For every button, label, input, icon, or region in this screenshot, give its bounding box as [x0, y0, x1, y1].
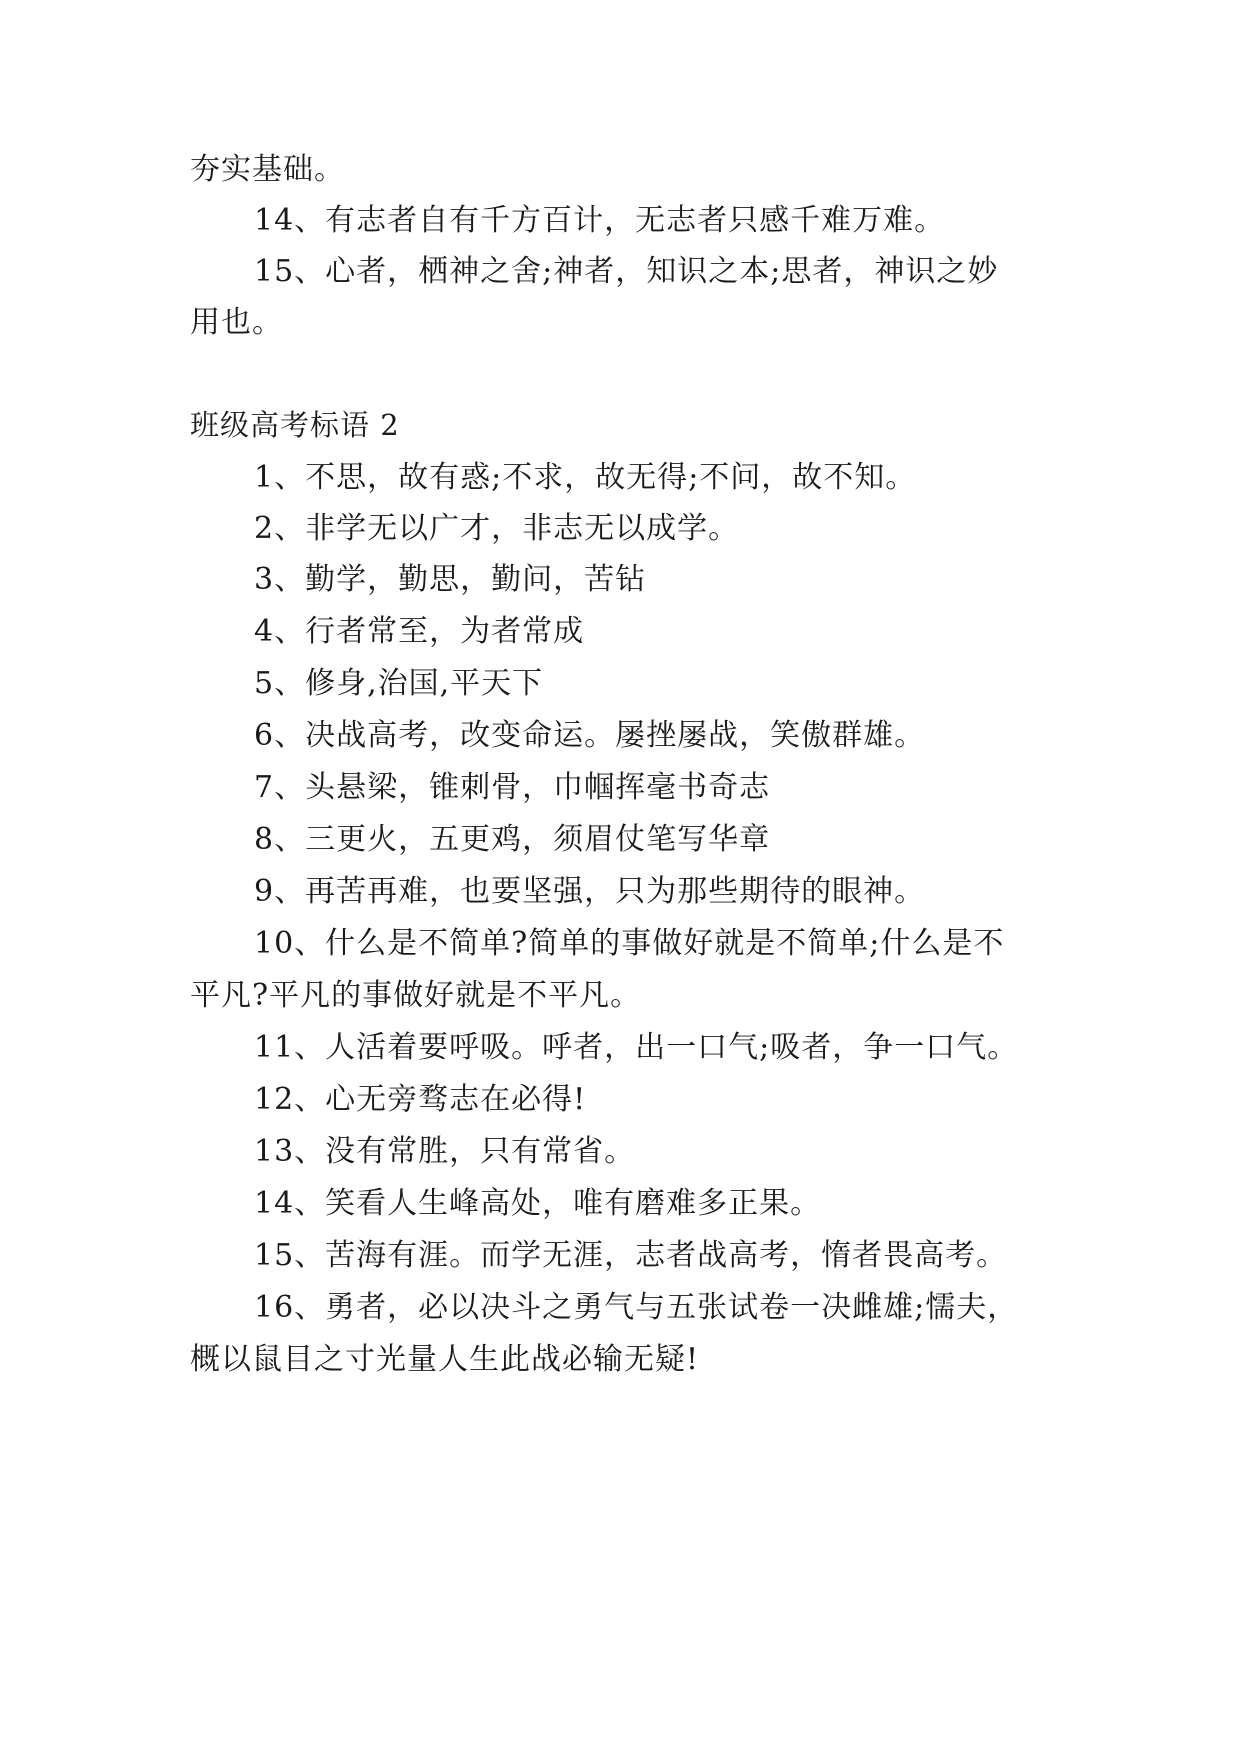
section-title: 班级高考标语 2 — [190, 408, 400, 442]
text-line: 平凡?平凡的事做好就是不平凡。 — [190, 978, 642, 1013]
slogan-item-10: 10、什么是不简单?简单的事做好就是不简单;什么是不 — [254, 926, 1005, 961]
slogan-item-8: 8、三更火，五更鸡，须眉仗笔写华章 — [254, 822, 771, 857]
slogan-item-12: 12、心无旁骛志在必得! — [254, 1082, 587, 1117]
slogan-item-14: 14、有志者自有千方百计，无志者只感千难万难。 — [254, 203, 946, 238]
slogan-item-9: 9、再苦再难，也要坚强，只为那些期待的眼神。 — [254, 874, 926, 909]
slogan-item-13: 13、没有常胜，只有常省。 — [254, 1134, 636, 1169]
slogan-item-2: 2、非学无以广才，非志无以成学。 — [254, 511, 740, 546]
text-line: 概以鼠目之寸光量人生此战必输无疑! — [190, 1342, 700, 1377]
slogan-item-6: 6、决战高考，改变命运。屡挫屡战，笑傲群雄。 — [254, 718, 926, 753]
slogan-item-1: 1、不思，故有惑;不求，故无得;不问，故不知。 — [254, 460, 917, 495]
slogan-item-15: 15、苦海有涯。而学无涯，志者战高考，惰者畏高考。 — [254, 1238, 1008, 1273]
slogan-item-5: 5、修身,治国,平天下 — [254, 666, 544, 701]
slogan-item-11: 11、人活着要呼吸。呼者，出一口气;吸者，争一口气。 — [254, 1030, 1019, 1065]
slogan-item-16: 16、勇者，必以决斗之勇气与五张试卷一决雌雄;懦夫， — [254, 1290, 1019, 1325]
text-line: 用也。 — [190, 305, 283, 340]
slogan-item-7: 7、头悬梁，锥刺骨，巾帼挥毫书奇志 — [254, 770, 771, 805]
slogan-item-15: 15、心者，栖神之舍;神者，知识之本;思者，神识之妙 — [254, 254, 999, 289]
slogan-item-4: 4、行者常至，为者常成 — [254, 614, 585, 649]
text-line: 夯实基础。 — [190, 152, 345, 187]
slogan-item-3: 3、勤学，勤思，勤问，苦钻 — [254, 562, 647, 597]
slogan-item-14: 14、笑看人生峰高处，唯有磨难多正果。 — [254, 1186, 822, 1221]
